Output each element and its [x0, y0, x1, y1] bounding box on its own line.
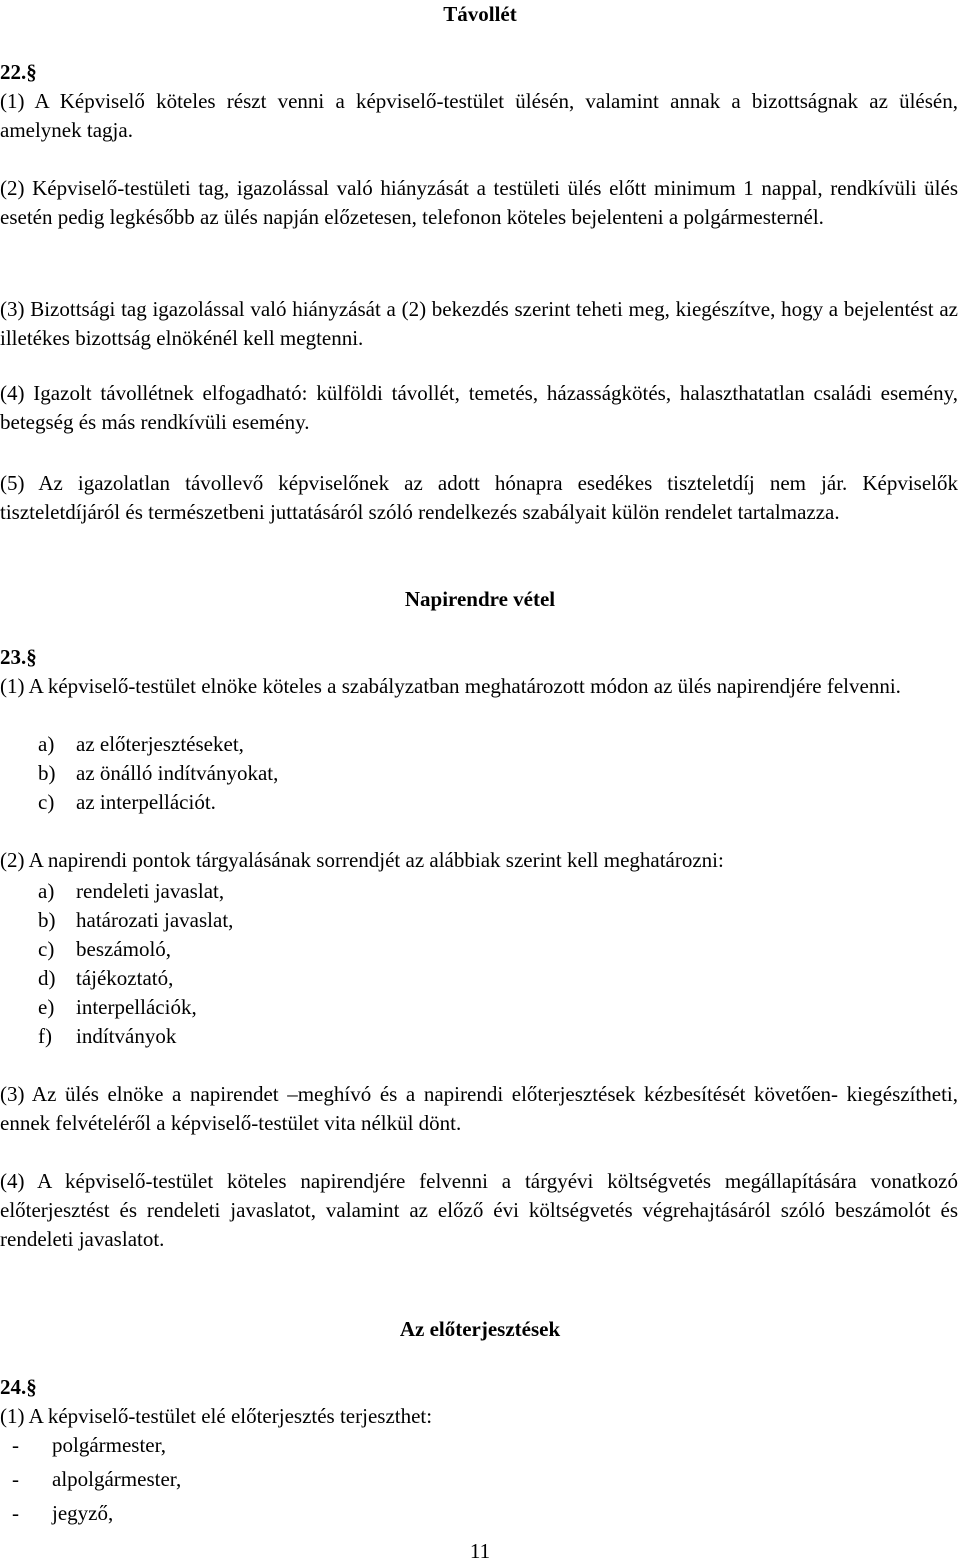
paragraph-24-1: (1) A képviselő-testület elé előterjesztés terjeszthet: [0, 1404, 433, 1428]
section-title-tavollet: Távollét [443, 2, 517, 26]
section-title-napirend: Napirendre vétel [404, 587, 556, 611]
section-title-eloterjesztesek: Az előterjesztések [399, 1317, 561, 1341]
paragraph-22-3: (3) Bizottsági tag igazolással való hiányzását a (2) bekezdés szerint teheti meg, kiegészítve, hogy a bejelentést az illetékes bizottság elnökénél kell megtenni. [0, 297, 958, 350]
paragraph-23-4: (4) A képviselő-testület köteles napirendjére felvenni a tárgyévi költségvetés megállapítására vonatkozó előterjesztést és rendeleti javaslatot, valamint az előző évi költségvetés végrehajtásáról szóló beszámolót és rendeleti javaslatot. [0, 1169, 958, 1251]
section-number-24: 24.§ [0, 1375, 37, 1399]
section-number-23: 23.§ [0, 645, 37, 669]
paragraph-23-2: (2) A napirendi pontok tárgyalásának sorrendjét az alábbiak szerint kell meghatározni: [0, 848, 724, 872]
paragraph-22-2: (2) Képviselő-testületi tag, igazolással való hiányzását a testületi ülés előtt minimum 1 nappal, rendkívüli ülés esetén pedig legkésőbb az ülés napján előzetesen, telefonon köteles bejelenteni a polgármesternél. [0, 176, 958, 229]
paragraph-22-5: (5) Az igazolatlan távollevő képviselőnek az adott hónapra esedékes tiszteletdíj nem jár. Képviselők tiszteletdíjáról és természetbeni juttatásáról szóló rendelkezés szabályait külön rendelet tartalmazza. [0, 471, 958, 524]
paragraph-22-4: (4) Igazolt távollétnek elfogadható: külföldi távollét, temetés, házasságkötés, halaszthatatlan családi esemény, betegség és más rendkívüli esemény. [0, 381, 958, 434]
paragraph-22-1: (1) A Képviselő köteles részt venni a képviselő-testület ülésén, valamint annak a bizottságnak az ülésén, amelynek tagja. [0, 89, 958, 142]
paragraph-23-1: (1) A képviselő-testület elnöke köteles a szabályzatban meghatározott módon az ülés napirendjére felvenni. [0, 674, 901, 698]
page-number: 11 [469, 1539, 491, 1563]
section-number-22: 22.§ [0, 60, 37, 84]
paragraph-23-3: (3) Az ülés elnöke a napirendet –meghívó és a napirendi előterjesztések kézbesítését követően- kiegészítheti, ennek felvételéről a képviselő-testület vita nélkül dönt. [0, 1082, 958, 1135]
document-page: Távollét 22.§ (1) A Képviselő köteles részt venni a képviselő-testület ülésén, valamint annak a bizottságnak az ülésén, amelynek tagja. (2) Képviselő-testületi tag, igazolással való hiányzását a testületi ülés előtt minimum 1 nappal, rendkívüli ülés esetén pedig legkésőbb az ülés napján előzetesen, telefonon köteles bejelenteni a polgármesternél. (3) Bizottsági tag igazolással való hiányzását a (2) bekezdés szerint teheti meg, kiegészítve, hogy a bejelentést az illetékes bizottság elnökénél kell megtenni. (4) Igazolt távollétnek elfogadható: külföldi távollét, temetés, házasságkötés, halaszthatatlan családi esemény, betegség és más rendkívüli esemény. (5) Az igazolatlan távollevő képviselőnek az adott hónapra esedékes tiszteletdíj nem jár. Képviselők tiszteletdíjáról és természetbeni juttatásáról szóló rendelkezés szabályait külön rendelet tartalmazza. Napirendre vétel 23.§ (1) A képviselő-testület elnöke köteles a szabályzatban meghatározott módon az ülés napirendjére felvenni. a) az előterjesztéseket, b) az önálló indítványokat, c) az interpellációt. (2) A napirendi pontok tárgyalásának sorrendjét az alábbiak szerint kell meghatározni: a) rendeleti javaslat, b) határozati javaslat, c) beszámoló, d) tájékoztató, e) interpellációk, f) indítványok (3) Az ülés elnöke a napirendet –meghívó és a napirendi előterjesztések kézbesítését követően- kiegészítheti, ennek felvételéről a képviselő-testület vita nélkül dönt. (4) A képviselő-testület köteles napirendjére felvenni a tárgyévi költségvetés megállapítására vonatkozó előterjesztést és rendeleti javaslatot, valamint az előző évi költségvetés végrehajtásáról szóló beszámolót és rendeleti javaslatot. Az előterjesztések 24.§ (1) A képviselő-testület elé előterjesztés terjeszthet: - polgármester, - alpolgármester, - jegyző, 11 [0, 0, 960, 1566]
